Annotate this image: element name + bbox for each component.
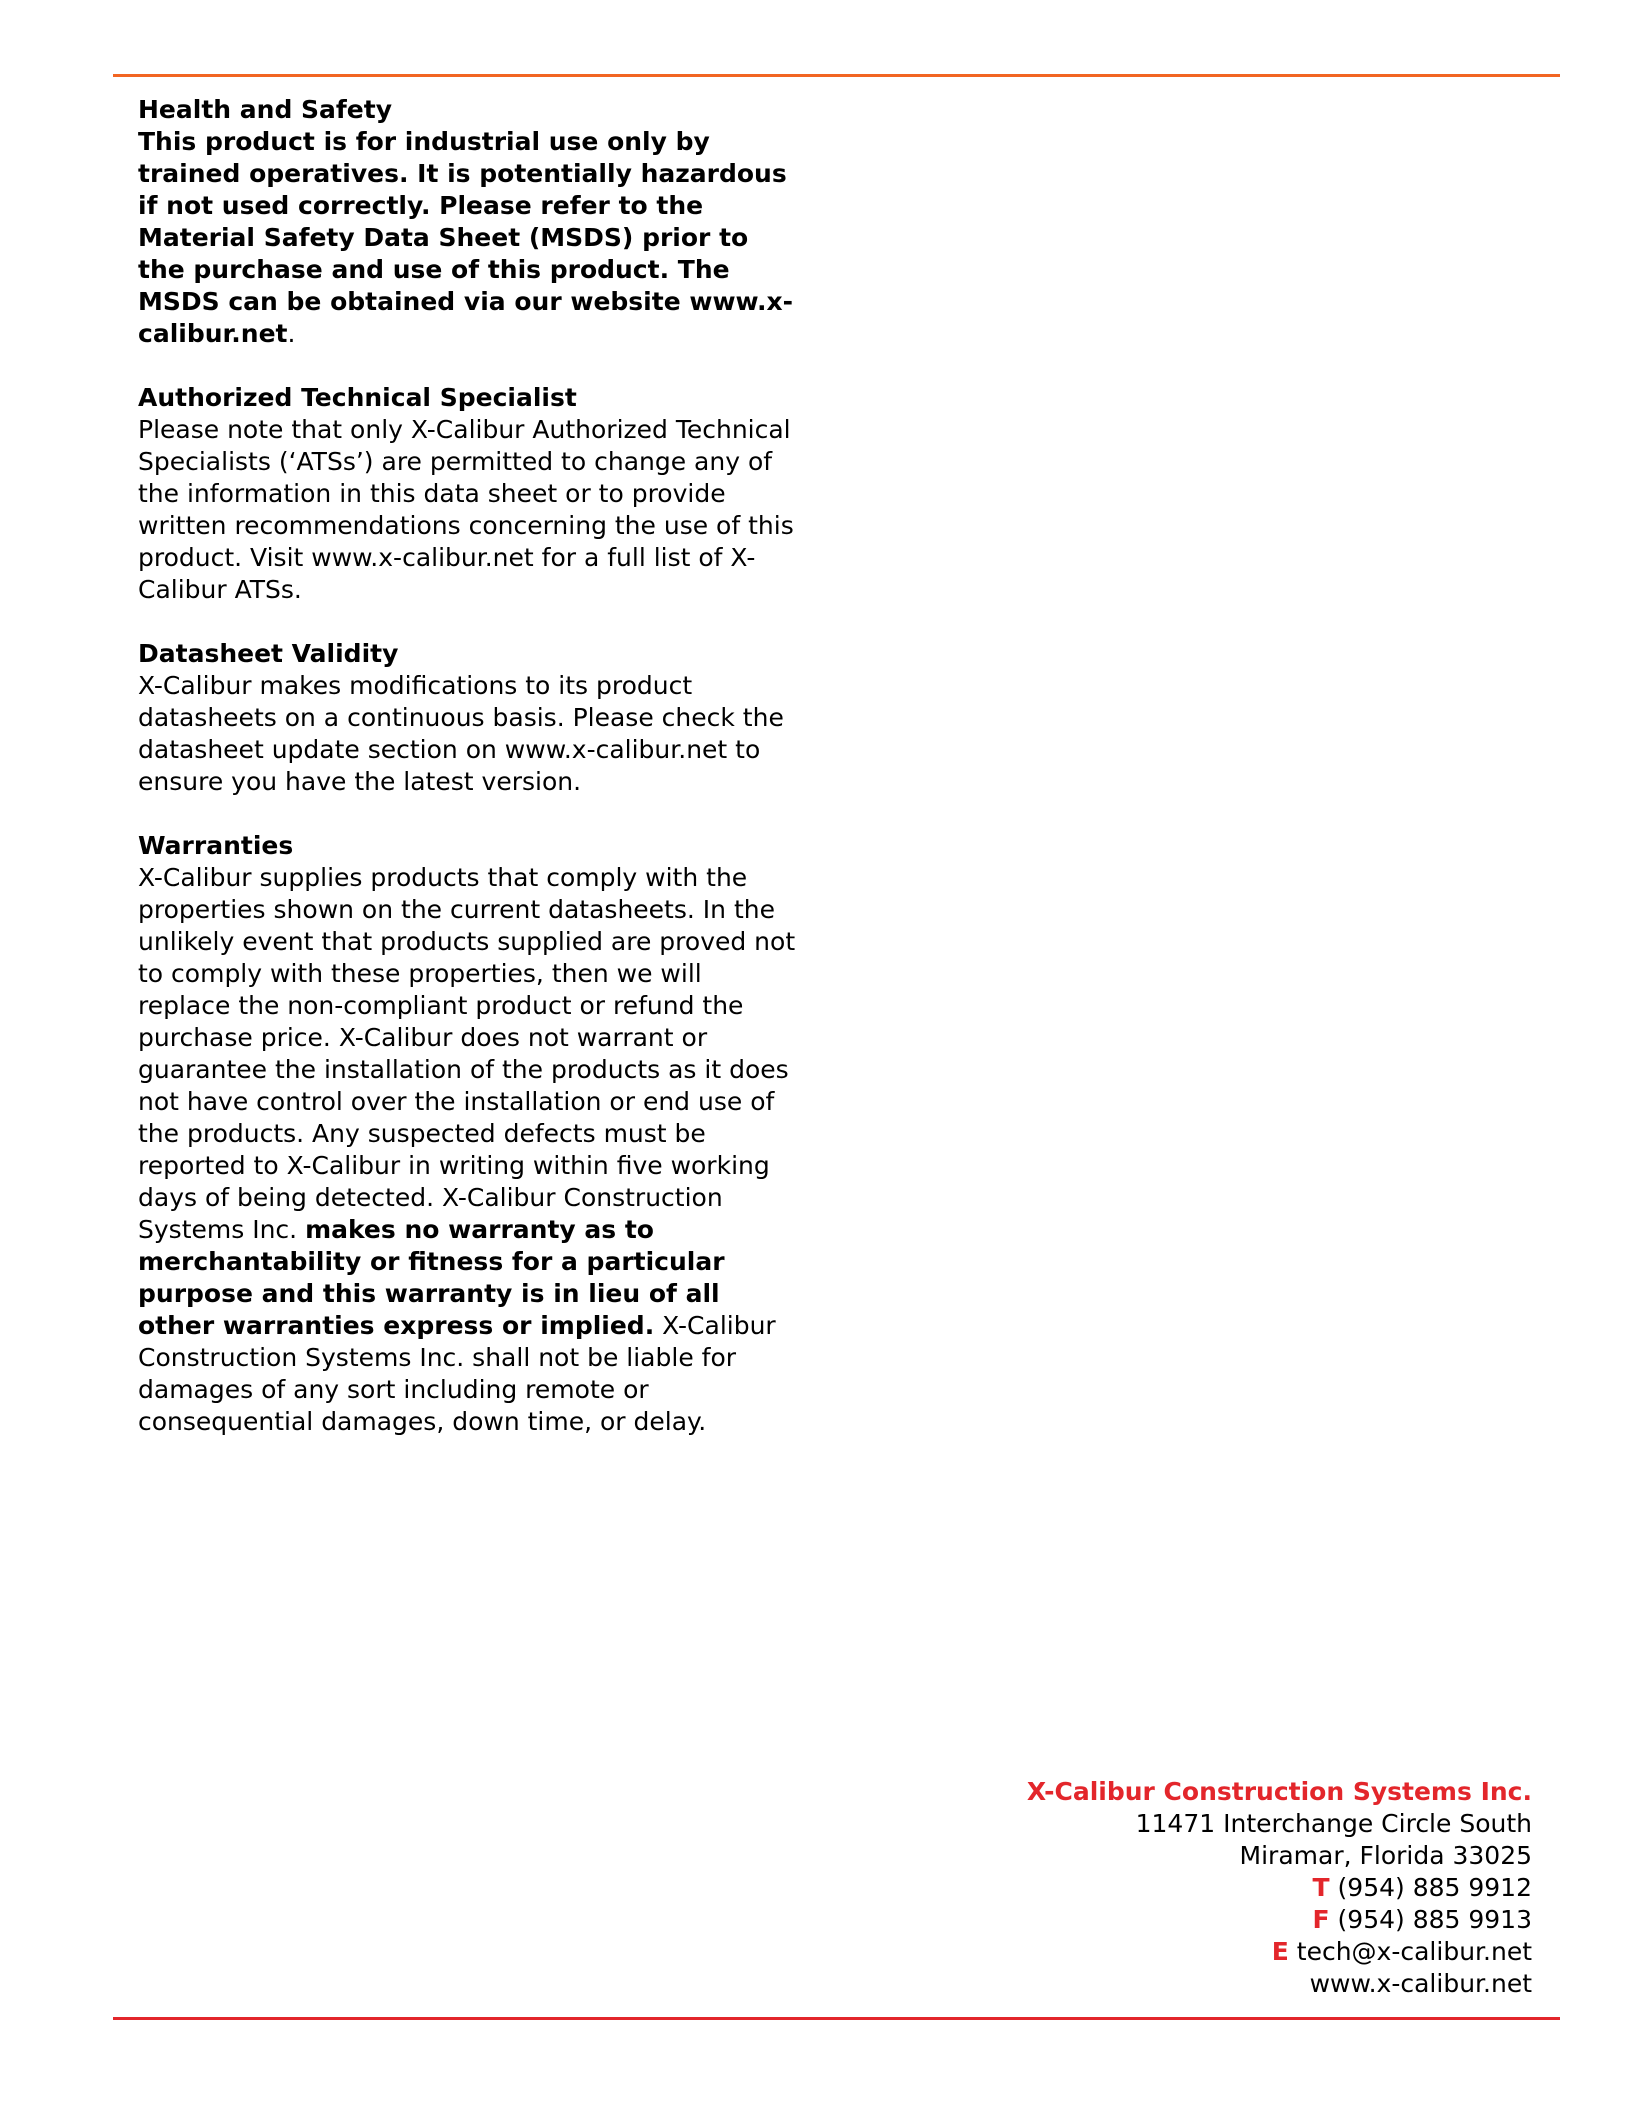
ats-text: Please note that only X-Calibur Authorized Technical Specialists (‘ATSs’) are permitted to change any of the information in this data sheet or to provide written recommendations concerning the use of this product. Visit www.x-calibur.net for a full list of X-Calibur ATSs.: [138, 415, 794, 604]
email-address: tech@x-calibur.net: [1296, 1937, 1532, 1966]
email-label: E: [1271, 1937, 1289, 1966]
warranties-heading: Warranties: [138, 831, 294, 860]
warranties-text-part-1: X-Calibur supplies products that comply with the properties shown on the current datasheets. In the unlikely event that products supplied are proved not to comply with these properties, then we will replace the non-compliant product or refund the purchase price. X-Calibur does not warrant or guarantee the installation of the products as it does not have control over the installation or end use of the products. Any suspected defects must be reported to X-Calibur in writing within five working days of being detected. X-Calibur Construction Systems Inc.: [138, 863, 796, 1244]
warranties-disclaimer-bold: makes no warranty as to merchantability or fitness for a particular purpose and this warranty is in lieu of all other warranties express or implied.: [138, 1215, 725, 1340]
warranties-text: [138, 862, 798, 1438]
warranties-section: [138, 830, 798, 1438]
address-line-2: Miramar, Florida 33025: [1239, 1841, 1532, 1870]
ats-heading: Authorized Technical Specialist: [138, 383, 577, 412]
health-safety-section: [138, 94, 798, 350]
health-safety-text: [138, 126, 798, 350]
phone-line: [1027, 1872, 1532, 1904]
address-line-1: 11471 Interchange Circle South: [1135, 1809, 1532, 1838]
email-line: [1027, 1936, 1532, 1968]
bottom-divider: [113, 2017, 1560, 2020]
phone-label: T: [1312, 1873, 1330, 1902]
warranties-text-part-2: X-Calibur Construction Systems Inc. shall not be liable for damages of any sort including remote or consequential damages, down time, or delay.: [138, 1311, 776, 1436]
fax-number: (954) 885 9913: [1337, 1905, 1532, 1934]
fax-line: [1027, 1904, 1532, 1936]
health-safety-period: .: [287, 319, 296, 348]
top-divider: [113, 74, 1560, 77]
validity-heading: Datasheet Validity: [138, 639, 399, 668]
document-body: [138, 94, 798, 1470]
validity-section: [138, 638, 798, 798]
health-safety-bold-text: This product is for industrial use only by trained operatives. It is potentially hazardous if not used correctly. Please refer to the Material Safety Data Sheet (MSDS) prior to the purchase and use of this product. The MSDS can be obtained via our website www.x-calibur.net: [138, 127, 794, 348]
fax-label: F: [1312, 1905, 1330, 1934]
phone-number: (954) 885 9912: [1337, 1873, 1532, 1902]
ats-section: [138, 382, 798, 606]
validity-text: X-Calibur makes modifications to its product datasheets on a continuous basis. Please check the datasheet update section on www.x-calibur.net to ensure you have the latest version.: [138, 671, 784, 796]
website-line: www.x-calibur.net: [1309, 1969, 1532, 1998]
company-name: X-Calibur Construction Systems Inc.: [1026, 1777, 1532, 1806]
company-contact-block: [1027, 1776, 1532, 2000]
health-safety-heading: Health and Safety: [138, 95, 392, 124]
